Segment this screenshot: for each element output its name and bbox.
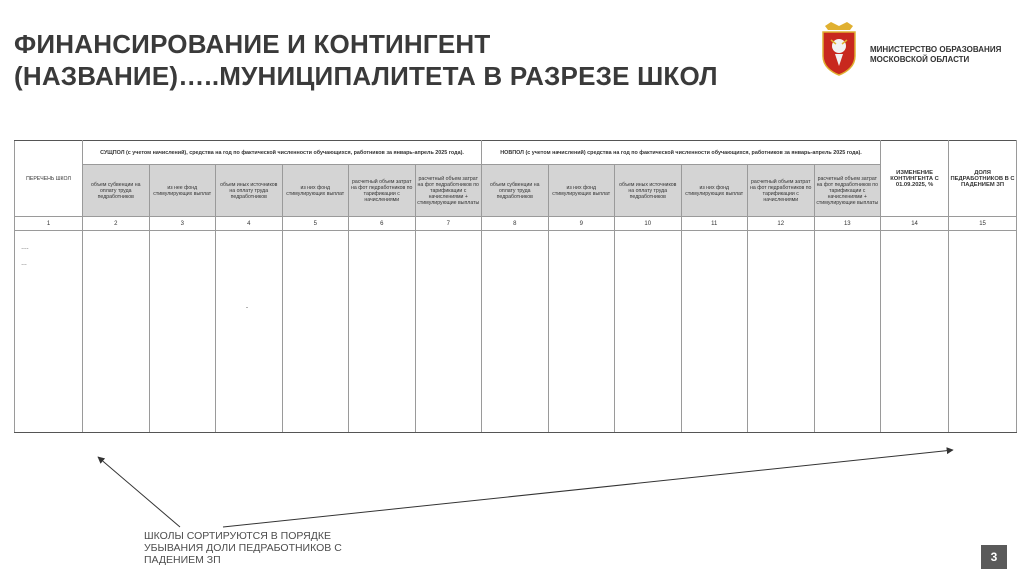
column-number: 7 (415, 217, 482, 231)
column-number: 9 (548, 217, 615, 231)
data-cell (615, 231, 682, 433)
finance-table (14, 140, 1017, 433)
subheader-a-3: объем иных источников на оплату труда педработников (216, 165, 283, 217)
data-cell (282, 231, 349, 433)
column-number: 2 (83, 217, 150, 231)
subheader-a-5: расчетный объем затрат на фот педработников по тарификации с начислениями (349, 165, 416, 217)
data-cell (748, 231, 815, 433)
school-row-placeholder: …. (21, 245, 29, 251)
arrow-left-up (98, 457, 180, 527)
column-number: 3 (149, 217, 216, 231)
note-line-2: УБЫВАНИЯ ДОЛИ ПЕДРАБОТНИКОВ С (144, 542, 342, 554)
data-cell (949, 231, 1017, 433)
subheader-b-2: из них фонд стимулирующих выплат (548, 165, 615, 217)
subheader-b-1: объем субвенции на оплату труда педработников (482, 165, 549, 217)
subheader-a-6: расчетный объем затрат на фот педработников по тарификации с начислениями + стимулирующие выплаты (415, 165, 482, 217)
page-number-badge: 3 (981, 545, 1007, 569)
title-line-1: ФИНАНСИРОВАНИЕ И КОНТИНГЕНТ (14, 29, 491, 59)
data-cell (482, 231, 549, 433)
title-line-2: (НАЗВАНИЕ)…..МУНИЦИПАЛИТЕТА В РАЗРЕЗЕ ШКОЛ (14, 61, 718, 91)
data-cell (83, 231, 150, 433)
column-number: 4 (216, 217, 283, 231)
header-school-list: ПЕРЕЧЕНЬ ШКОЛ (15, 141, 83, 217)
school-list-cell (15, 231, 83, 433)
column-number: 11 (681, 217, 748, 231)
data-cell (415, 231, 482, 433)
ministry-label (870, 45, 1020, 65)
column-number: 12 (748, 217, 815, 231)
subheader-a-2: из нее фонд стимулирующих выплат (149, 165, 216, 217)
data-cell (548, 231, 615, 433)
school-row-placeholder: … (21, 261, 27, 267)
header-block-sushpol: СУЩПОЛ (с учетом начислений), средства на год по фактической численности обучающихся, работников за январь-апрель 2025 года). (83, 141, 482, 165)
data-cell (216, 231, 283, 433)
subheader-b-3: объем иных источников на оплату труда педработников (615, 165, 682, 217)
data-cell (149, 231, 216, 433)
slide-title (14, 28, 774, 92)
sorting-note (144, 530, 364, 566)
column-number: 8 (482, 217, 549, 231)
arrow-right-up (223, 450, 953, 527)
column-number: 1 (15, 217, 83, 231)
column-number: 15 (949, 217, 1017, 231)
subheader-b-5: расчетный объем затрат на фот педработников по тарификации с начислениями (748, 165, 815, 217)
note-line-1: ШКОЛЫ СОРТИРУЮТСЯ В ПОРЯДКЕ (144, 530, 331, 542)
subheader-a-4: из них фонд стимулирующих выплат (282, 165, 349, 217)
data-cell (681, 231, 748, 433)
column-number: 5 (282, 217, 349, 231)
note-line-3: ПАДЕНИЕМ ЗП (144, 554, 221, 566)
header-contingent-change: ИЗМЕНЕНИЕ КОНТИНГЕНТА С 01.09.2025, % (881, 141, 949, 217)
header-block-novpol: НОВПОЛ (с учетом начислений) средства на год по фактической численности обучающихся, работников за январь-апрель 2025 года). (482, 141, 881, 165)
ministry-line-2: МОСКОВСКОЙ ОБЛАСТИ (870, 55, 970, 64)
column-number: 13 (814, 217, 881, 231)
column-number: 6 (349, 217, 416, 231)
dash-mark: - (246, 305, 248, 311)
ministry-line-1: МИНИСТЕРСТВО ОБРАЗОВАНИЯ (870, 45, 1002, 54)
column-number: 10 (615, 217, 682, 231)
subheader-a-1: объем субвенции на оплату труда педработников (83, 165, 150, 217)
coat-of-arms-icon (819, 20, 859, 76)
data-cell (881, 231, 949, 433)
subheader-b-6: расчетный объем затрат на фот педработников по тарификации с начислениями + стимулирующие выплаты (814, 165, 881, 217)
column-number: 14 (881, 217, 949, 231)
data-cell (814, 231, 881, 433)
header-teacher-share: ДОЛЯ ПЕДРАБОТНИКОВ В С ПАДЕНИЕМ ЗП (949, 141, 1017, 217)
subheader-b-4: из них фонд стимулирующих выплат (681, 165, 748, 217)
data-cell (349, 231, 416, 433)
